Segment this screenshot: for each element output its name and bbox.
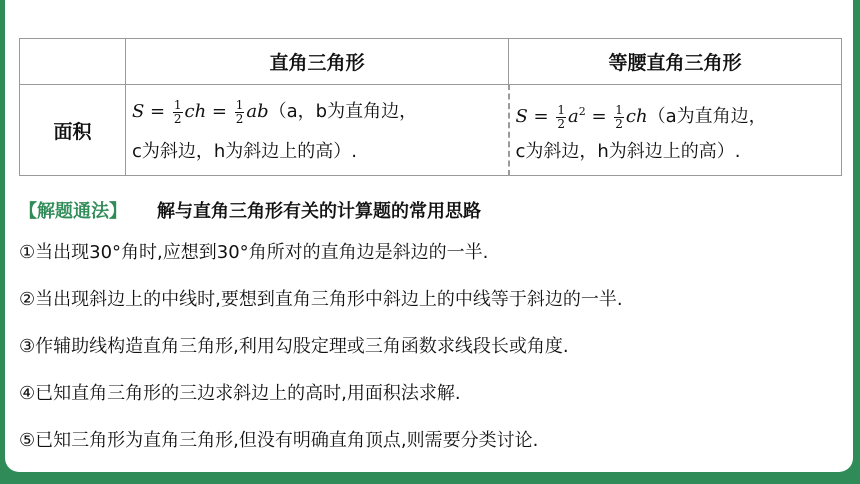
fraction-numerator: 1 xyxy=(557,102,565,117)
formula-term-a: ch = xyxy=(184,101,233,122)
area-comparison-table xyxy=(19,38,842,176)
fraction xyxy=(235,99,245,126)
fraction-denominator: 2 xyxy=(173,111,182,126)
fraction xyxy=(614,104,624,131)
fraction-numerator: 1 xyxy=(173,97,182,112)
formula-equals: = xyxy=(585,106,613,127)
row-label-area: 面积 xyxy=(20,85,126,176)
formula-prefix: S = xyxy=(515,106,555,127)
formula-note-1: （a，b为直角边， xyxy=(268,101,418,122)
formula-line xyxy=(516,92,836,132)
fraction-numerator: 1 xyxy=(615,102,623,117)
formula-line xyxy=(132,92,502,132)
table-header-row xyxy=(20,39,842,85)
formula-prefix: S = xyxy=(132,101,171,122)
slide-canvas xyxy=(5,0,853,472)
tip-item: ⑤已知三角形为直角三角形,但没有明确直角顶点,则需要分类讨论. xyxy=(19,430,539,451)
right-triangle-area-formula xyxy=(126,85,509,176)
formula-note-2: c为斜边，h为斜边上的高）. xyxy=(132,141,358,162)
fraction xyxy=(173,99,183,126)
formula-term-b: ab xyxy=(246,101,269,122)
fraction-numerator: 1 xyxy=(235,97,244,112)
tip-item: ④已知直角三角形的三边求斜边上的高时,用面积法求解. xyxy=(19,383,461,404)
formula-note-1: （a为直角边， xyxy=(647,106,767,127)
fraction-denominator: 2 xyxy=(615,116,623,131)
fraction xyxy=(556,104,566,131)
formula-term-b: ch xyxy=(625,106,648,127)
method-tag: 【解题通法】 xyxy=(19,201,127,222)
method-heading xyxy=(19,195,849,229)
fraction-denominator: 2 xyxy=(557,116,565,131)
formula-note-2: c为斜边，h为斜边上的高）. xyxy=(515,141,741,162)
tip-item: ②当出现斜边上的中线时,要想到直角三角形中斜边上的中线等于斜边的一半. xyxy=(19,289,623,310)
solution-method-section xyxy=(19,195,849,464)
fraction-denominator: 2 xyxy=(235,111,244,126)
table-row xyxy=(20,85,842,176)
table-corner-cell xyxy=(20,39,126,85)
isosceles-right-triangle-area-formula xyxy=(509,85,842,176)
formula-term-a: a xyxy=(568,106,579,127)
tip-item: ①当出现30°角时,应想到30°角所对的直角边是斜边的一半. xyxy=(19,242,489,263)
method-title: 解与直角三角形有关的计算题的常用思路 xyxy=(157,201,481,222)
formula-exponent: 2 xyxy=(578,105,586,118)
col-header-right-triangle: 直角三角形 xyxy=(126,39,509,85)
tip-item: ③作辅助线构造直角三角形,利用勾股定理或三角函数求线段长或角度. xyxy=(19,336,569,357)
col-header-isosceles-right-triangle: 等腰直角三角形 xyxy=(509,39,842,85)
